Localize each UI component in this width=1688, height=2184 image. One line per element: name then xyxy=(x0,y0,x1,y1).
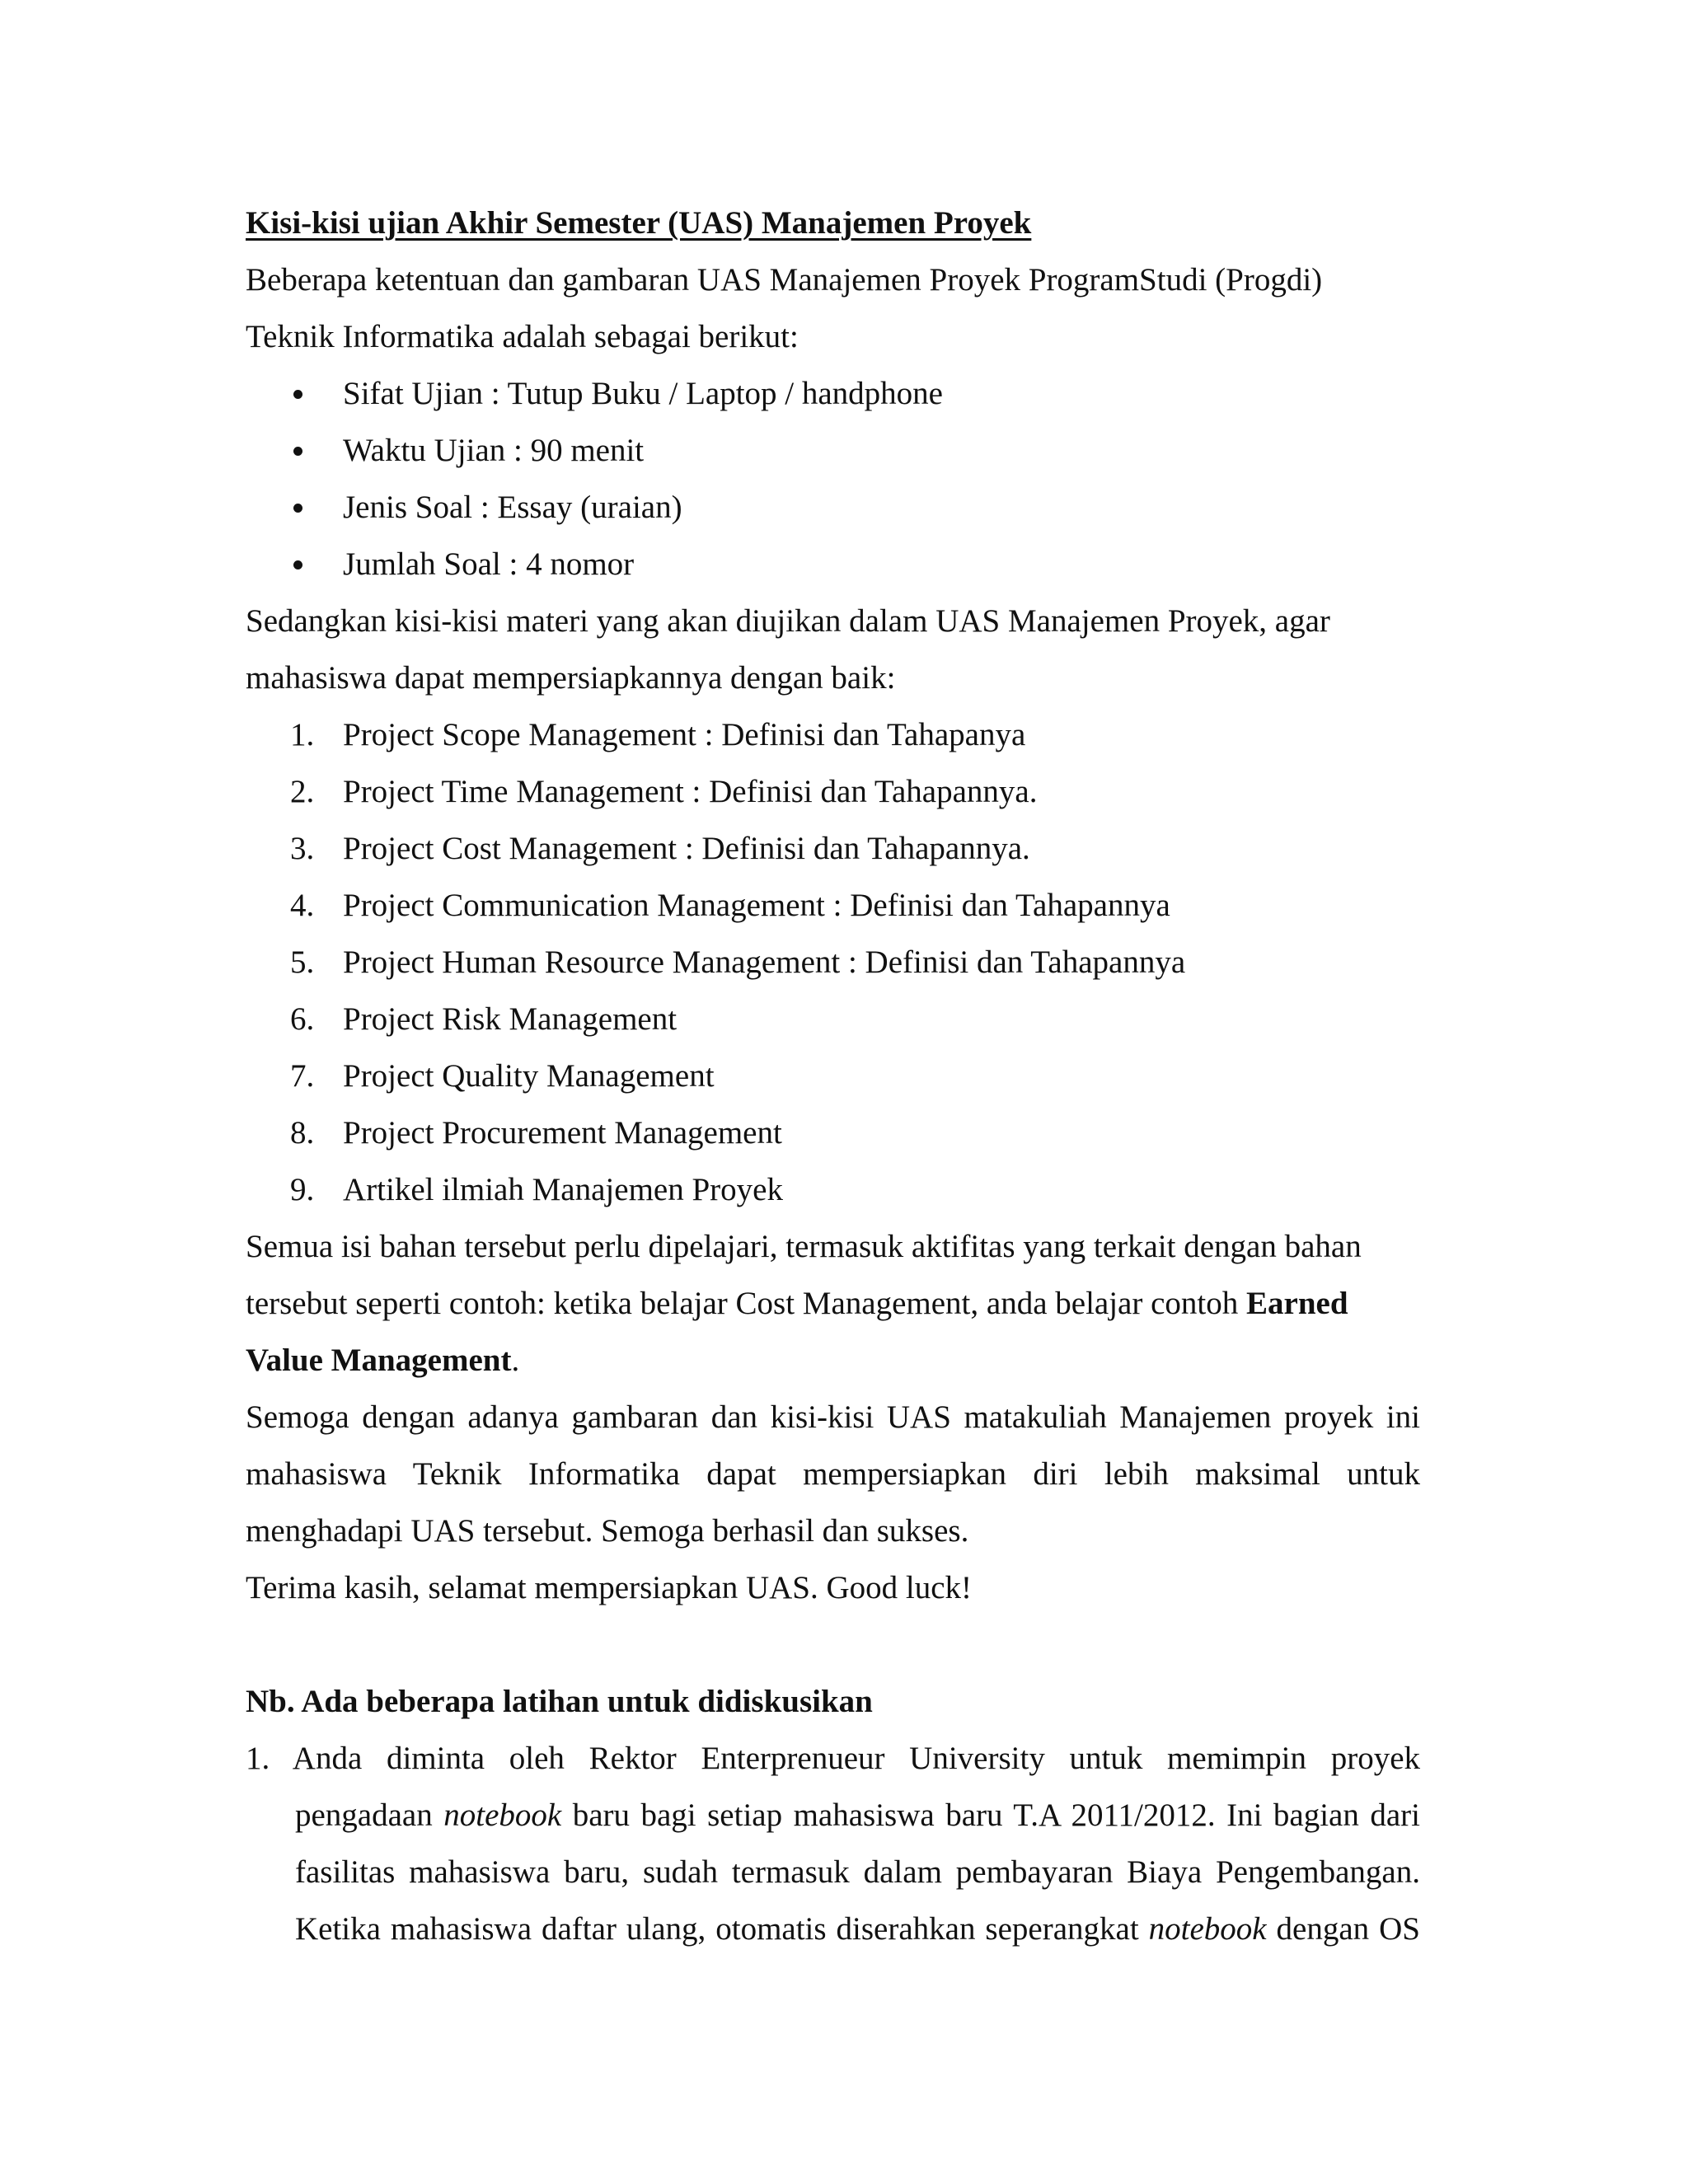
exercise-1 xyxy=(246,1730,1420,1957)
topic-item xyxy=(246,1104,1420,1161)
topic-number: 1. xyxy=(290,717,315,752)
topics-list xyxy=(246,706,1420,1218)
intro-line-1: Beberapa ketentuan dan gambaran UAS Manajemen Proyek ProgramStudi (Progdi) xyxy=(246,262,1323,298)
materi-intro-line-2: mahasiswa dapat mempersiapkannya dengan baik: xyxy=(246,660,896,696)
topic-text: Project Scope Management : Definisi dan Tahapanya xyxy=(343,717,1026,752)
exercise-1-line-4-b: dengan OS xyxy=(1266,1911,1420,1947)
topic-text: Project Time Management : Definisi dan Tahapannya. xyxy=(343,774,1038,809)
topic-item xyxy=(246,706,1420,763)
exam-rule-text: Jenis Soal : Essay (uraian) xyxy=(343,490,682,525)
nb-heading: Nb. Ada beberapa latihan untuk didiskusikan xyxy=(246,1684,873,1719)
topic-text: Artikel ilmiah Manajemen Proyek xyxy=(343,1172,783,1207)
exam-rule-item xyxy=(246,479,1420,536)
document-content xyxy=(246,194,1420,1957)
exam-rules-list xyxy=(246,365,1420,593)
exercise-1-line-1 xyxy=(246,1730,1420,1787)
topic-text: Project Human Resource Management : Definisi dan Tahapannya xyxy=(343,944,1186,980)
topic-item xyxy=(246,991,1420,1047)
spacer xyxy=(246,1616,1420,1673)
exercise-1-line-4 xyxy=(295,1900,1420,1957)
semua-line-2-text: tersebut seperti contoh: ketika belajar Cost Management, anda belajar contoh xyxy=(246,1286,1246,1321)
topic-number: 5. xyxy=(290,944,315,980)
topic-text: Project Cost Management : Definisi dan Tahapannya. xyxy=(343,831,1030,866)
intro-line-2: Teknik Informatika adalah sebagai berikut: xyxy=(246,319,799,354)
topic-text: Project Procurement Management xyxy=(343,1115,782,1151)
exam-rule-text: Waktu Ujian : 90 menit xyxy=(343,433,645,468)
exam-rule-text: Sifat Ujian : Tutup Buku / Laptop / handphone xyxy=(343,376,943,411)
topic-number: 9. xyxy=(290,1172,315,1207)
semua-line-2-bold: Earned xyxy=(1246,1286,1348,1321)
topic-item xyxy=(246,820,1420,877)
topic-number: 3. xyxy=(290,831,315,866)
topic-text: Project Risk Management xyxy=(343,1001,678,1037)
exercise-1-line-2-a: pengadaan xyxy=(295,1797,444,1833)
exercise-1-number: 1. xyxy=(246,1741,270,1776)
bullet-icon xyxy=(293,390,302,399)
topic-item xyxy=(246,763,1420,820)
exam-rule-text: Jumlah Soal : 4 nomor xyxy=(343,546,635,582)
topic-number: 8. xyxy=(290,1115,315,1151)
exercise-1-line-4-a: Ketika mahasiswa daftar ulang, otomatis diserahkan seperangkat xyxy=(295,1911,1149,1947)
topic-item xyxy=(246,934,1420,991)
exam-rule-item xyxy=(246,536,1420,593)
semoga-line-2: mahasiswa Teknik Informatika dapat mempersiapkan diri lebih maksimal untuk xyxy=(246,1456,1420,1492)
topic-text: Project Communication Management : Definisi dan Tahapannya xyxy=(343,888,1170,923)
bullet-icon xyxy=(293,504,302,513)
thanks-line: Terima kasih, selamat mempersiapkan UAS. Good luck! xyxy=(246,1570,973,1605)
semua-line-3 xyxy=(246,1332,1420,1389)
exercise-1-line-2-italic: notebook xyxy=(443,1797,562,1833)
exam-rule-item xyxy=(246,365,1420,422)
document-title: Kisi-kisi ujian Akhir Semester (UAS) Manajemen Proyek xyxy=(246,205,1032,241)
topic-number: 7. xyxy=(290,1058,315,1094)
semoga-line-3: menghadapi UAS tersebut. Semoga berhasil dan sukses. xyxy=(246,1513,969,1549)
bullet-icon xyxy=(293,560,302,569)
topic-item xyxy=(246,877,1420,934)
exercise-1-line-2-b: baru bagi setiap mahasiswa baru T.A 2011/2012. Ini bagian dari xyxy=(561,1797,1420,1833)
semua-line-2 xyxy=(246,1275,1420,1332)
topic-text: Project Quality Management xyxy=(343,1058,715,1094)
topic-number: 2. xyxy=(290,774,315,809)
topic-number: 6. xyxy=(290,1001,315,1037)
semua-line-3-bold: Value Management xyxy=(246,1343,512,1378)
topic-number: 4. xyxy=(290,888,315,923)
semua-line-3-end: . xyxy=(511,1343,520,1378)
semua-line-1: Semua isi bahan tersebut perlu dipelajari, termasuk aktifitas yang terkait dengan bahan xyxy=(246,1229,1362,1264)
topic-item xyxy=(246,1047,1420,1104)
materi-intro-line-1: Sedangkan kisi-kisi materi yang akan diujikan dalam UAS Manajemen Proyek, agar xyxy=(246,603,1330,639)
topic-item xyxy=(246,1161,1420,1218)
exercise-1-line-3: fasilitas mahasiswa baru, sudah termasuk dalam pembayaran Biaya Pengembangan. xyxy=(295,1854,1420,1890)
semoga-line-1: Semoga dengan adanya gambaran dan kisi-kisi UAS matakuliah Manajemen proyek ini xyxy=(246,1399,1420,1435)
exercise-1-line-2 xyxy=(295,1787,1420,1844)
exercise-1-line-1-text: Anda diminta oleh Rektor Enterprenueur University untuk memimpin proyek xyxy=(292,1741,1421,1776)
exam-rule-item xyxy=(246,422,1420,479)
exercise-1-line-4-italic: notebook xyxy=(1148,1911,1267,1947)
bullet-icon xyxy=(293,447,302,456)
